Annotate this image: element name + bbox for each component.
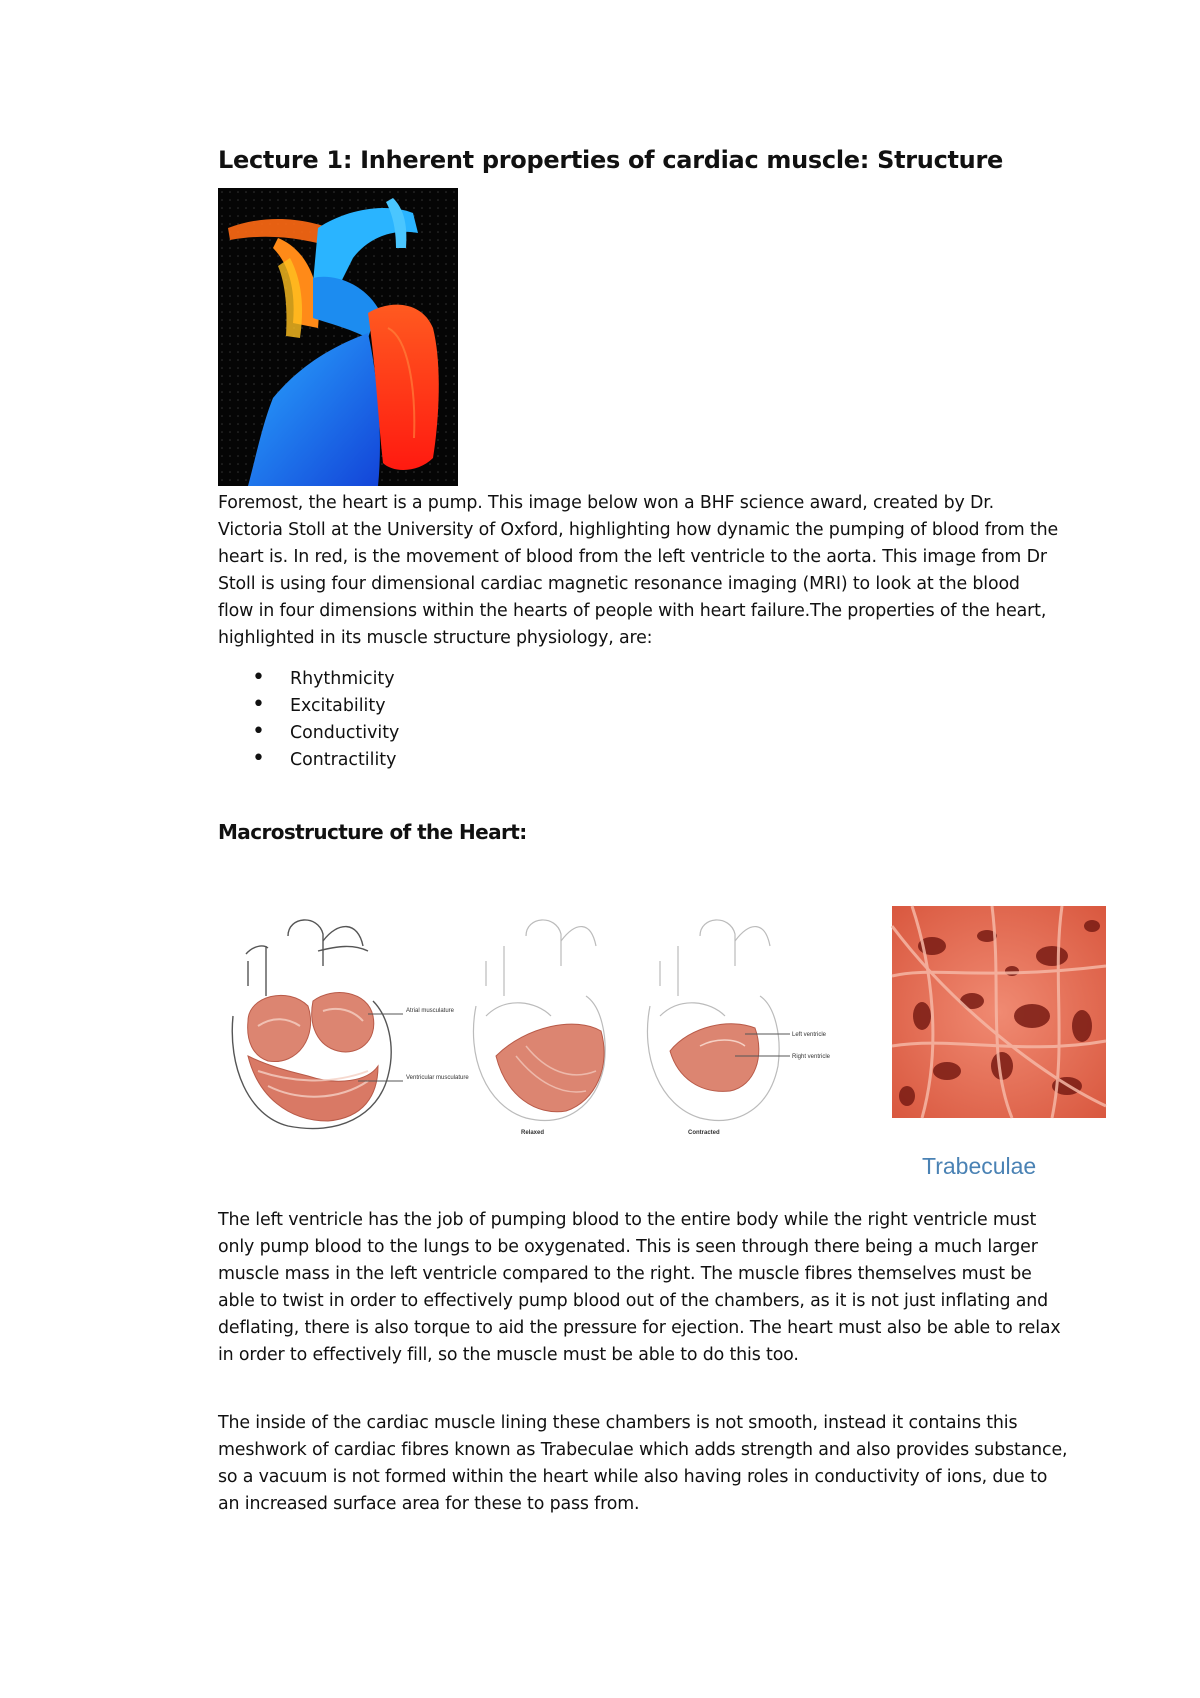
trabeculae-photo	[892, 906, 1106, 1118]
trabeculae-label: Trabeculae	[922, 1153, 1037, 1179]
relaxed-label: Relaxed	[521, 1130, 545, 1136]
relaxed-heart-figure	[466, 906, 616, 1136]
list-item: • Conductivity	[252, 720, 399, 747]
ventricle-paragraph: The left ventricle has the job of pumping blood to the entire body while the right ventricle must only pump blood to the lungs to be oxygenated. This is seen through there being a much larger muscle mass in the left ventricle compared to the right. The muscle fibres themselves must be able to twist in order to effectively pump blood out of the chambers, as it is not just inflating and deflating, there is also torque to aid the pressure for ejection. The heart must also be able to relax in order to effectively fill, so the muscle must be able to do this too.	[218, 1210, 1061, 1365]
heart-figures	[228, 906, 1108, 1178]
contracted-heart-figure	[640, 906, 860, 1136]
mri-flow-image	[218, 188, 458, 486]
section-heading: Macrostructure of the Heart:	[218, 820, 527, 844]
ventricular-label: Ventricular musculature	[406, 1075, 469, 1081]
list-item: • Excitability	[252, 693, 399, 720]
trabeculae-paragraph: The inside of the cardiac muscle lining these chambers is not smooth, instead it contains this meshwork of cardiac fibres known as Trabeculae which adds strength and also provides substance, so a vacuum is not formed within the heart while also having roles in conductivity of ions, due to an increased surface area for these to pass from.	[218, 1413, 1068, 1514]
left-ventricle-label: Left ventricle	[792, 1032, 827, 1038]
list-item: • Contractility	[252, 747, 399, 774]
right-ventricle-label: Right ventricle	[792, 1054, 831, 1060]
contracted-label: Contracted	[688, 1130, 720, 1136]
atrial-label: Atrial musculature	[406, 1008, 455, 1014]
heart-musculature-figure	[228, 906, 469, 1136]
properties-list	[252, 666, 399, 774]
intro-paragraph: Foremost, the heart is a pump. This image below won a BHF science award, created by Dr. Victoria Stoll at the University of Oxford, highlighting how dynamic the pumping of blood from the heart is. In red, is the movement of blood from the left ventricle to the aorta. This image from Dr Stoll is using four dimensional cardiac magnetic resonance imaging (MRI) to look at the blood flow in four dimensions within the hearts of people with heart failure.The properties of the heart, highlighted in its muscle structure physiology, are:	[218, 493, 1059, 648]
list-item: • Rhythmicity	[252, 666, 399, 693]
page-title: Lecture 1: Inherent properties of cardiac muscle: Structure	[218, 146, 1003, 174]
